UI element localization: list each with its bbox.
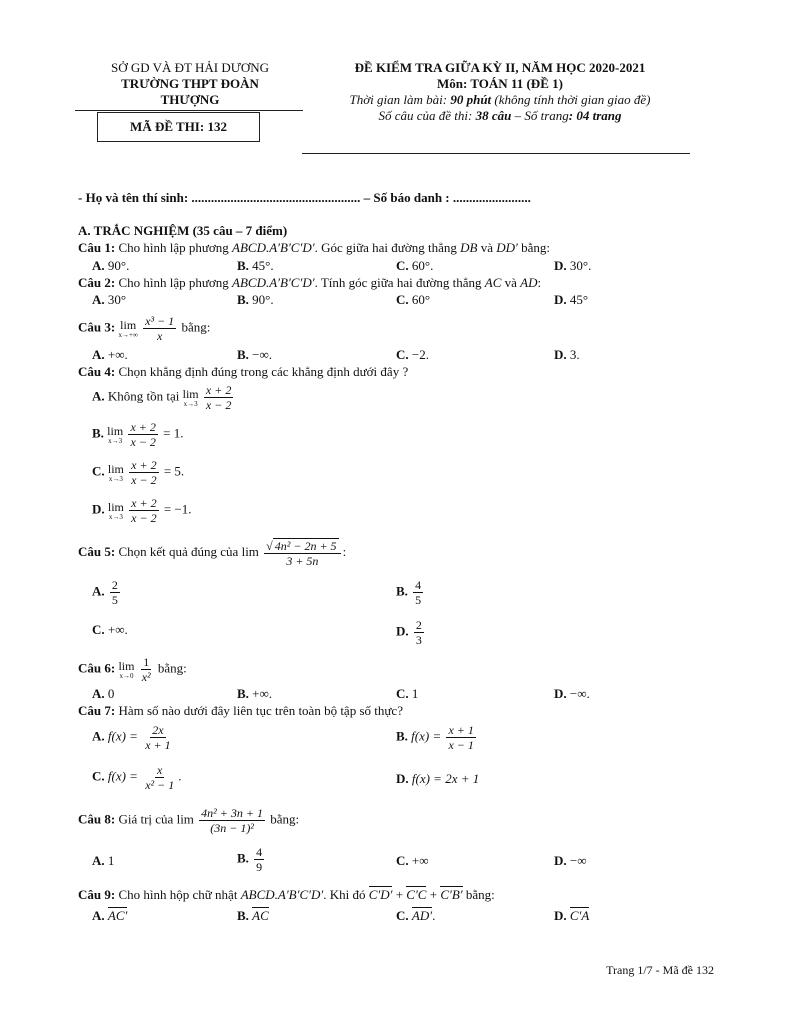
- q5-option-d: D. $\frac{2}{3}$: [396, 618, 422, 647]
- q6-option-d: D. −∞.: [554, 686, 590, 701]
- q4-option-c: C. lim x→3 $\frac{x + 2}{x - 2}$ = 5.: [92, 458, 185, 487]
- exam-title: ĐỀ KIỂM TRA GIỮA KỲ II, NĂM HỌC 2020-2021: [354, 60, 646, 75]
- q1-option-c: C. 60°.: [396, 258, 434, 273]
- question-3: Câu 3: lim x→+∞ $\frac{\text{x³ − 1}}{x}$ bằng:: [78, 314, 211, 343]
- limit-operator: lim x→+∞: [118, 317, 138, 339]
- question-5: Câu 5: Chọn kết quả đúng của lim √ 4n² − 2n + 5 3 + 5n :: [78, 539, 347, 568]
- vector: C′D′: [368, 887, 393, 902]
- q3-option-d: D. 3.: [554, 347, 580, 362]
- q7-option-a: A. f(x) = $\frac{2x}{x + 1}$: [92, 723, 171, 752]
- question-1: Câu 1: Cho hình lập phương ABCD.A′B′C′D′. Góc giữa hai đường thẳng DB và DD′ bằng:: [78, 240, 550, 255]
- q9-option-b: B. AC: [237, 908, 269, 923]
- q8-option-b: B. $\frac{4}{9}$: [237, 845, 263, 874]
- q3-option-b: B. −∞.: [237, 347, 273, 362]
- vector: C′C: [406, 887, 427, 902]
- q8-option-c: C. +∞: [396, 853, 429, 868]
- question-6: Câu 6: lim x→0 $\frac{1}{\text{x²}}$ bằng:: [78, 655, 187, 684]
- q7-option-c: C. f(x) = $\frac{x}{\text{x² − 1}}$ .: [92, 763, 182, 792]
- q7-option-b: B. f(x) = $\frac{x + 1}{x - 1}$: [396, 723, 474, 752]
- question-9: Câu 9: Cho hình hộp chữ nhật ABCD.A′B′C′D′. Khi đó C′D′ + C′C + C′B′ bằng:: [78, 887, 495, 902]
- header-left-rule: [75, 110, 303, 111]
- q9-option-a: A. AC′: [92, 908, 128, 923]
- exam-time: Thời gian làm bài: 90 phút (không tính thời gian giao đề): [349, 92, 651, 107]
- q7-option-d: D. f(x) = 2x + 1: [396, 771, 480, 786]
- q2-option-d: D. 45°: [554, 292, 589, 307]
- square-root: √ 4n² − 2n + 5: [266, 539, 337, 553]
- q1-option-b: B. 45°.: [237, 258, 274, 273]
- q9-option-d: D. C′A: [554, 908, 590, 923]
- q2-option-a: A. 30°: [92, 292, 127, 307]
- question-4: Câu 4: Chọn khẳng định đúng trong các khẳng định dưới đây ?: [78, 364, 409, 379]
- q1-option-a: A. 90°.: [92, 258, 130, 273]
- q6-option-b: B. +∞.: [237, 686, 273, 701]
- question-8: Câu 8: Giá trị của lim $\frac{\text{4n² + 3n + 1}}{\text{(3n − 1)²}}$ bằng:: [78, 806, 300, 835]
- header-right: [300, 60, 700, 124]
- exam-subject: Môn: TOÁN 11 (ĐỀ 1): [437, 76, 563, 91]
- school-name-line2: THƯỢNG: [160, 92, 220, 107]
- q6-option-c: C. 1: [396, 686, 419, 701]
- header-right-rule: [302, 153, 690, 154]
- q8-option-d: D. −∞: [554, 853, 587, 868]
- exam-count: Số câu của đề thi: 38 câu – Số trang: 04 trang: [378, 108, 622, 123]
- q9-option-c: C. AD′.: [396, 908, 436, 923]
- q4-option-b: B. lim x→3 $\frac{x + 2}{x - 2}$ = 1.: [92, 420, 184, 449]
- q1-option-d: D. 30°.: [554, 258, 592, 273]
- section-title: A. TRẮC NGHIỆM (35 câu – 7 điểm): [78, 223, 288, 238]
- fraction: $\frac{\text{x³ − 1}}{x}$: [145, 314, 175, 343]
- q3-option-a: A. +∞.: [92, 347, 128, 362]
- department-name: SỞ GD VÀ ĐT HẢI DƯƠNG: [110, 60, 270, 75]
- header-left: [75, 60, 305, 108]
- q2-option-b: B. 90°.: [237, 292, 274, 307]
- school-name-line1: TRƯỜNG THPT ĐOÀN: [121, 76, 259, 91]
- q5-option-a: A. $\frac{2}{5}$: [92, 578, 118, 607]
- q4-option-d: D. lim x→3 $\frac{x + 2}{x - 2}$ = −1.: [92, 496, 192, 525]
- q8-option-a: A. 1: [92, 853, 115, 868]
- q4-option-a: A. Không tồn tại lim x→3 $\frac{x + 2}{x - 2}$: [92, 383, 232, 412]
- student-info-line: - Họ và tên thí sinh: .................................................... – Số báo danh : ........................: [78, 190, 531, 205]
- q5-option-b: B. $\frac{4}{5}$: [396, 578, 422, 607]
- q5-option-c: C. +∞.: [92, 622, 128, 637]
- q3-option-c: C. −2.: [396, 347, 429, 362]
- question-2: Câu 2: Cho hình lập phương ABCD.A′B′C′D′. Tính góc giữa hai đường thẳng AC và AD:: [78, 275, 542, 290]
- q2-option-c: C. 60°: [396, 292, 431, 307]
- question-7: Câu 7: Hàm số nào dưới đây liên tục trên toàn bộ tập số thực?: [78, 703, 403, 718]
- page-footer: Trang 1/7 - Mã đề 132: [606, 963, 714, 977]
- vector: C′B′: [440, 887, 463, 902]
- exam-code-box: MÃ ĐỀ THI: 132: [97, 112, 260, 142]
- q6-option-a: A. 0: [92, 686, 115, 701]
